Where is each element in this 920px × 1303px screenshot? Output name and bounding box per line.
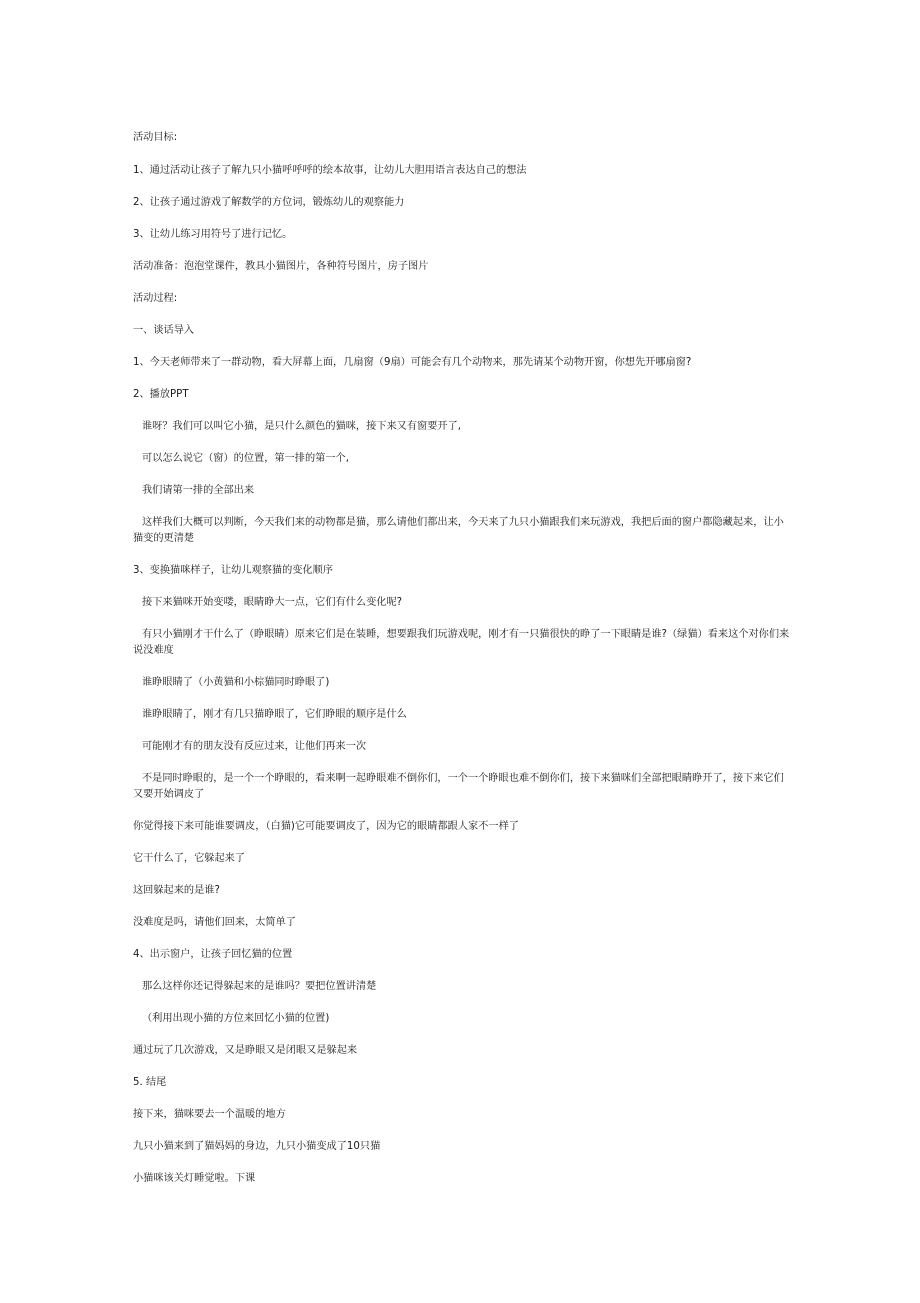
section-heading: 3、变换猫咪样子，让幼儿观察猫的变化顺序 — [133, 565, 334, 576]
paragraph: 我们请第一排的全部出来 — [142, 485, 255, 496]
paragraph: 2、播放PPT — [133, 389, 189, 400]
paragraph: 九只小猫来到了猫妈妈的身边，九只小猫变成了10只猫 — [133, 1141, 381, 1152]
paragraph: 没难度是吗，请他们回来，太简单了 — [133, 917, 296, 928]
paragraph: 你觉得接下来可能谁要调皮，（白猫)它可能要调皮了，因为它的眼睛都跟人家不一样了 — [133, 821, 519, 832]
section-heading: 5. 结尾 — [133, 1077, 167, 1088]
paragraph: 2、让孩子通过游戏了解数学的方位词，锻炼幼儿的观察能力 — [133, 197, 405, 208]
paragraph: 1、今天老师带来了一群动物，看大屏幕上面，几扇窗（9扇）可能会有几个动物来，那先请某个动物开窗，你想先开哪扇窗? — [133, 357, 692, 368]
section-heading-goals: 活动目标: — [133, 132, 178, 143]
paragraph: （利用出现小猫的方位来回忆小猫的位置) — [142, 1013, 330, 1024]
paragraph: 活动准备：泡泡堂课件，教具小猫图片，各种符号图片，房子图片 — [133, 261, 429, 272]
paragraph: 小猫咪该关灯睡觉啦。下课 — [133, 1173, 256, 1184]
section-heading: 4、出示窗户，让孩子回忆猫的位置 — [133, 949, 293, 960]
section-heading: 一、谈话导入 — [133, 325, 195, 336]
paragraph: 3、让幼儿练习用符号了进行记忆。 — [133, 229, 293, 240]
paragraph: 有只小猫刚才干什么了（睁眼睛）原来它们是在装睡，想要跟我们玩游戏呢，刚才有一只猫很快的睁了一下眼睛是谁?（绿猫）看来这个对你们来说没难度 — [133, 629, 790, 656]
paragraph: 谁睁眼睛了，刚才有几只猫睁眼了，它们睁眼的顺序是什么 — [142, 709, 407, 720]
section-heading-process: 活动过程: — [133, 293, 178, 304]
paragraph: 不是同时睁眼的，是一个一个睁眼的，看来啊一起睁眼难不倒你们，一个一个睁眼也难不倒你们，接下来猫咪们全部把眼睛睁开了，接下来它们又要开始调皮了 — [133, 773, 784, 800]
paragraph: 通过玩了几次游戏，又是睁眼又是闭眼又是躲起来 — [133, 1045, 358, 1056]
paragraph: 这回躲起来的是谁? — [133, 885, 220, 896]
paragraph: 可能刚才有的朋友没有反应过来，让他们再来一次 — [142, 741, 367, 752]
paragraph: 接下来，猫咪要去一个温暖的地方 — [133, 1109, 286, 1120]
paragraph: 接下来猫咪开始变喽，眼睛睁大一点，它们有什么变化呢? — [142, 597, 403, 608]
paragraph: 它干什么了，它躲起来了 — [133, 853, 246, 864]
paragraph: 谁呀？我们可以叫它小猫，是只什么颜色的猫咪，接下来又有窗要开了, — [142, 421, 462, 432]
paragraph: 这样我们大概可以判断，今天我们来的动物都是猫，那么请他们都出来，今天来了九只小猫跟我们来玩游戏，我把后面的窗户都隐藏起来，让小猫变的更清楚 — [133, 517, 784, 544]
paragraph: 1、通过活动让孩子了解九只小猫呼呼呼的绘本故事，让幼儿大胆用语言表达自己的想法 — [133, 165, 527, 176]
paragraph: 谁睁眼睛了（小黄猫和小棕猫同时睁眼了) — [142, 677, 330, 688]
paragraph: 可以怎么说它（窗）的位置，第一排的第一个, — [142, 453, 349, 464]
paragraph: 那么这样你还记得躲起来的是谁吗？要把位置讲清楚 — [142, 981, 377, 992]
